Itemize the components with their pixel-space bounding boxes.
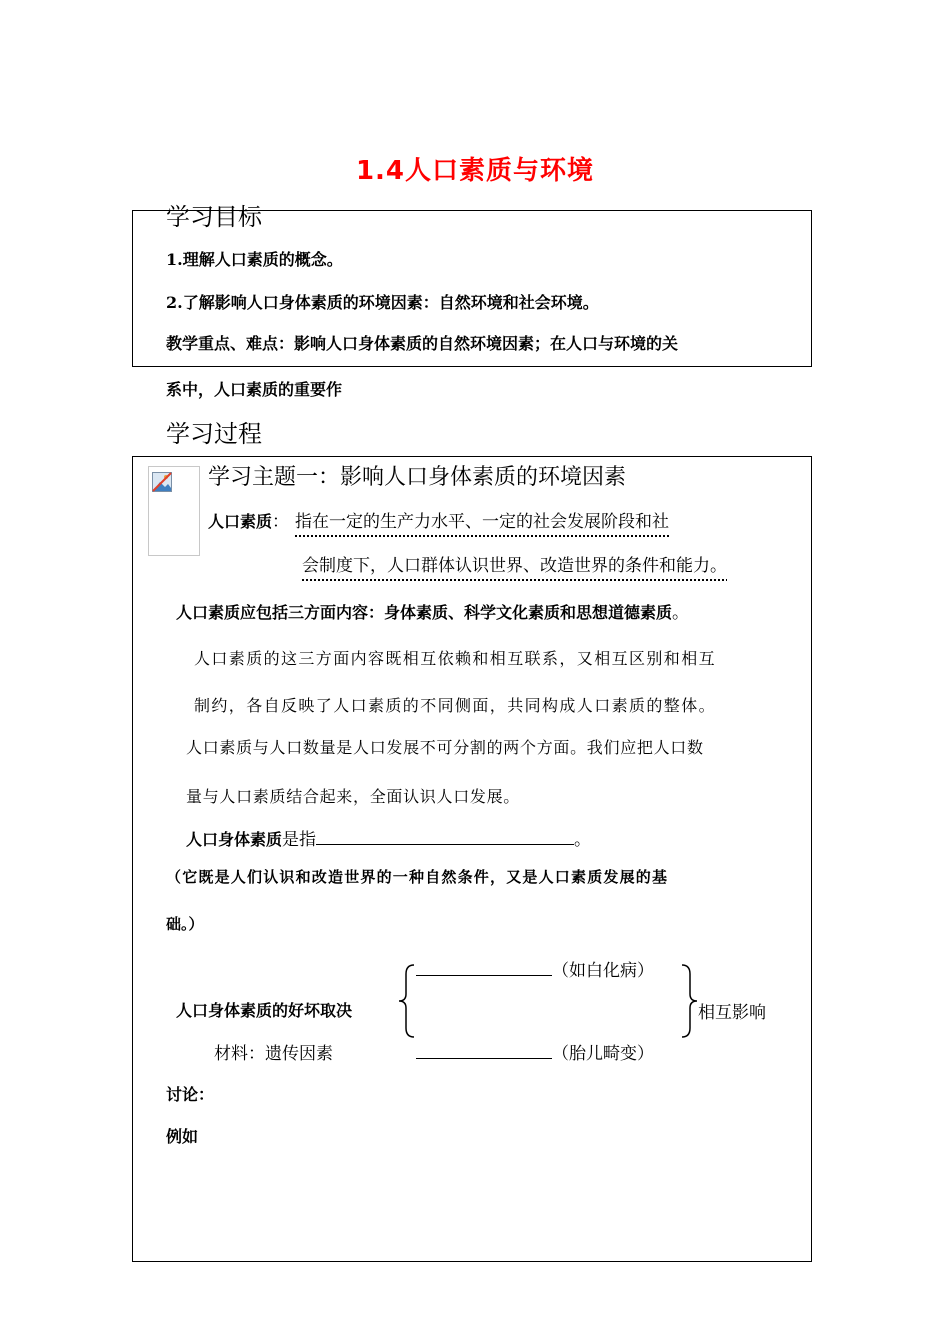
note-line-2: 础。） (166, 915, 204, 933)
key-points-line-2: 系中，人口素质的重要作 (166, 380, 343, 399)
objectives-heading: 学习目标 (166, 203, 262, 231)
key-points-line-1: 教学重点、难点：影响人口身体素质的自然环境因素；在人口与环境的关 (166, 334, 679, 353)
process-box (132, 456, 812, 1262)
example2-line (416, 1039, 654, 1064)
definition-text-2: 会制度下，人口群体认识世界、改造世界的条件和能力。 (302, 556, 727, 576)
example-label: 例如 (166, 1127, 199, 1146)
topic1-title: 学习主题一：影响人口身体素质的环境因素 (208, 465, 627, 490)
left-brace-icon (398, 964, 418, 1038)
para2-line-2: 量与人口素质结合起来，全面认识人口发展。 (186, 787, 521, 806)
contents-end: 。 (672, 603, 690, 623)
physical-end: 。 (574, 830, 592, 850)
definition-label: 人口素质 (208, 512, 273, 531)
objective-item-1: 1.理解人口素质的概念。 (166, 250, 343, 269)
example1-text: （如白化病） (552, 961, 654, 981)
example2-text: （胎儿畸变） (552, 1044, 654, 1064)
physical-text: 是指 (282, 830, 317, 850)
physical-label: 人口身体素质 (186, 830, 283, 849)
discussion-label: 讨论： (166, 1085, 215, 1104)
mutual-label: 相互影响 (698, 1003, 766, 1023)
physical-blank[interactable] (316, 844, 574, 845)
definition-text-1: 指在一定的生产力水平、一定的社会发展阶段和社 (295, 512, 670, 532)
physical-line (186, 825, 591, 850)
depends-label: 人口身体素质的好坏取决 (176, 1001, 353, 1020)
para1-line-1: 人口素质的这三方面内容既相互依赖和相互联系，又相互区别和相互 (194, 649, 717, 668)
broken-image-placeholder (148, 466, 200, 556)
definition-colon: ： (272, 512, 290, 532)
example1-blank[interactable] (416, 957, 552, 976)
broken-image-icon (152, 472, 172, 492)
contents-line (176, 598, 689, 623)
para2-line-1: 人口素质与人口数量是人口发展不可分割的两个方面。我们应把人口数 (186, 738, 704, 757)
example1-line (416, 956, 654, 981)
right-brace-icon (678, 964, 698, 1038)
material-label: 材料：遗传因素 (214, 1044, 333, 1064)
process-heading: 学习过程 (166, 420, 262, 448)
objective-item-2: 2.了解影响人口身体素质的环境因素：自然环境和社会环境。 (166, 293, 599, 312)
contents-text: 人口素质应包括三方面内容：身体素质、科学文化素质和思想道德素质 (176, 603, 673, 622)
page-title: 1.4人口素质与环境 (355, 156, 595, 186)
note-line-1: （它既是人们认识和改造世界的一种自然条件，又是人口素质发展的基 (166, 868, 669, 886)
para1-line-2: 制约，各自反映了人口素质的不同侧面，共同构成人口素质的整体。 (194, 696, 717, 715)
example2-blank[interactable] (416, 1040, 552, 1059)
definition-line-1 (208, 507, 669, 532)
